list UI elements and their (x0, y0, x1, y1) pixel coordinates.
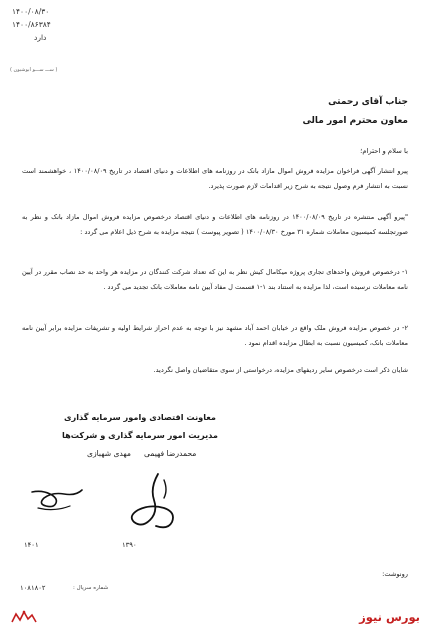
signature-dept-line2: مدیریت امور سرمایه گذاری و شرکت‌ها (62, 430, 218, 440)
letter-attachment: دارد (34, 33, 47, 42)
body-paragraph-2: "پیرو آگهی منتشره در تاریخ ۱۴۰۰/۰۸/۰۹ در روزنامه های اطلاعات و دنیای اقتصاد درخصوص مزایده فروش اموال مازاد بانک و نظر به صورتجلسه کمیسیون معاملات شماره ۳۱ مورخ ۱۴۰۰/۰۸/۳۰ ( تصویر پیوست ) نتیجه مزایده به شرح ذیل اعلام می گردد : (22, 213, 408, 236)
addressee-title: معاون محترم امور مالی (302, 116, 408, 126)
body-paragraph-3: ۱- درخصوص فروش واحدهای تجاری پروژه میکامال کیش نظر به این که تعداد شرکت کنندگان در مزایده هر واحد به حد نصاب مقرر در آیین نامه معاملات نرسیده است، لذا مزایده به استناد بند ۱-۱ قسمت ل مفاد آیین نامه معاملات بانک تجدید می گردد . (22, 268, 408, 291)
signature-scribble-right (120, 466, 190, 536)
signer-name-left: مهدی شهبازی (87, 449, 131, 458)
letter-number: ۱۴۰۰/۸۶۳۸۴ (12, 20, 51, 29)
footer-brand: بورس نیوز (359, 610, 420, 624)
brand-logo-icon (10, 610, 38, 624)
letter-stamp-text: ( ســـ ســـو ابوشبون ) (10, 67, 58, 73)
signature-scribble-left (24, 470, 94, 520)
body-paragraph-4: ۲- در خصوص مزایده فروش ملک واقع در خیابان احمد آباد مشهد نیز با توجه به عدم احراز شرایط اولیه و تشریفات مزایده برابر آیین نامه معاملات بانک، کمیسیون نسبت به ابطال مزایده اقدام نمود . (22, 324, 408, 347)
serial-value: ۱۰۸۱۸۰۲ (20, 584, 46, 592)
signer-name-right: محمدرضا فهیمی (144, 449, 197, 458)
copy-label: رونوشت: (382, 570, 408, 578)
greeting: با سلام و احترام؛ (360, 147, 408, 155)
serial-label: شماره سریال : (73, 585, 109, 591)
body-paragraph-5: شایان ذکر است درخصوص سایر ردیفهای مزایده، درخواستی از سوی متقاضیان واصل نگردید. (153, 366, 408, 374)
signature-dept-line1: معاونت اقتصادی وامور سرمایه گذاری (63, 412, 216, 422)
body-paragraph-1: پیرو انتشار آگهی فراخوان مزایده فروش اموال مازاد بانک در روزنامه های اطلاعات و دنیای اقتصاد در تاریخ ۱۴۰۰/۰۸/۰۹ ، خواهشمند است نسبت به انتشار فرم وصول نتیجه به شرح زیر اقدامات لازم صورت پذیرد. (22, 167, 408, 190)
letter-date: ۱۴۰۰/۰۸/۳۰ (12, 7, 50, 16)
signature-code-left: ۱۴۰۱ (24, 541, 39, 549)
signature-code-right: ۱۳۹۰ (122, 541, 137, 549)
addressee-name: جناب آقای رحمتی (328, 97, 408, 107)
